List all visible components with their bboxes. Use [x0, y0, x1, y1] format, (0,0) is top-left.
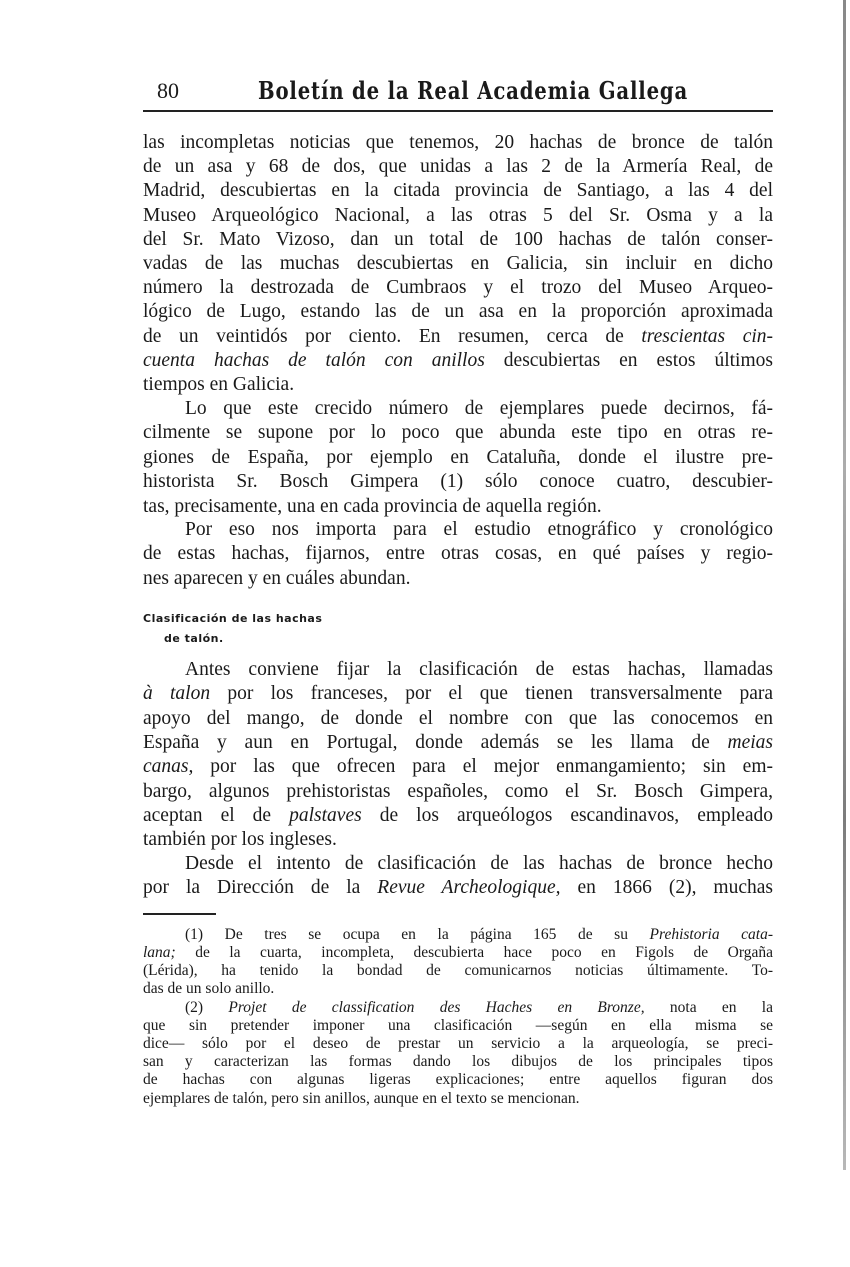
footnote-line — [143, 980, 773, 998]
paragraph-line — [143, 876, 773, 900]
italic-text: Projet de classification des Haches en Bronze, — [228, 999, 645, 1016]
text-run: Por eso nos importa para el estudio etnográfico y cronológico — [185, 519, 773, 540]
italic-text: trescientas cin- — [641, 325, 774, 347]
text-run: de los arqueólogos escandinavos, empleado — [361, 804, 773, 826]
text-run: lógico de Lugo, estando las de un asa en la proporción aproximada — [143, 301, 773, 323]
text-run: (2) — [185, 999, 229, 1016]
paragraph-line — [185, 852, 773, 876]
text-run: de un veintidós por ciento. En resumen, cerca de — [143, 325, 642, 347]
side-heading-line-2: de talón. — [164, 632, 224, 645]
footnote-line — [143, 1035, 773, 1053]
text-run: tas, precisamente, una en cada provincia de aquella región. — [143, 495, 602, 517]
text-run: Desde el intento de clasificación de las hachas de bronce hecho — [185, 853, 773, 874]
paragraph-line — [143, 276, 773, 300]
footnote-line — [143, 1053, 773, 1071]
paragraph-line — [185, 658, 773, 682]
italic-text: canas, — [143, 756, 194, 778]
paragraph-line — [143, 349, 773, 373]
text-run: del Sr. Mato Vizoso, dan un total de 100 hachas de talón conser- — [143, 228, 773, 250]
paragraph-line — [143, 682, 773, 706]
paragraph-line — [143, 446, 773, 470]
text-run: vadas de las muchas descubiertas en Galicia, sin incluir en dicho — [143, 253, 773, 274]
text-run: también por los ingleses. — [143, 829, 337, 851]
paragraph-line — [143, 780, 773, 804]
text-run: Lo que este crecido número de ejemplares puede decirnos, fá- — [185, 398, 773, 419]
paragraph-line — [143, 179, 773, 203]
text-run: dice— sólo por el deseo de prestar un servicio a la arqueología, se preci- — [143, 1035, 773, 1053]
paragraph-line — [143, 228, 773, 252]
text-run: nes aparecen y en cuáles abundan. — [143, 567, 411, 589]
paragraph-line — [143, 325, 773, 349]
paragraph-line — [143, 828, 773, 852]
text-run: descubiertas en estos últimos — [484, 349, 773, 371]
italic-text: palstaves — [289, 804, 362, 826]
italic-text: Prehistoria cata- — [649, 926, 773, 943]
text-run: las incompletas noticias que tenemos, 20 hachas de bronce de talón — [143, 132, 773, 153]
header-rule — [143, 110, 773, 112]
text-run: cilmente se supone por lo poco que abunda este tipo en otras re- — [143, 422, 773, 444]
text-run: bargo, algunos prehistoristas españoles, como el Sr. Bosch Gimpera, — [143, 780, 773, 802]
text-run: de hachas con algunas ligeras explicaciones; entre aquellos figuran dos — [143, 1071, 773, 1089]
text-run: nota en la — [644, 999, 773, 1016]
text-run: número la destrozada de Cumbraos y el trozo del Museo Arqueo- — [143, 277, 773, 299]
italic-text: Revue Archeologique, — [377, 877, 561, 899]
footnote-line — [143, 1071, 773, 1089]
text-run: (Lérida), ha tenido la bondad de comunicarnos noticias últimamente. To- — [143, 962, 773, 980]
paragraph-line — [143, 252, 773, 276]
text-run: das de un solo anillo. — [143, 980, 275, 998]
paragraph-line — [143, 495, 773, 519]
footnote-line — [185, 926, 773, 944]
footnote-rule — [143, 913, 216, 915]
text-run: de un asa y 68 de dos, que unidas a las 2 de la Armería Real, de — [143, 156, 773, 178]
text-run: por los franceses, por el que tienen transversalmente para — [210, 683, 773, 705]
text-run: por las que ofrecen para el mejor enmangamiento; sin em- — [193, 756, 773, 778]
italic-text: à talon — [143, 683, 211, 705]
text-run: ejemplares de talón, pero sin anillos, aunque en el texto se mencionan. — [143, 1089, 580, 1107]
paragraph-line — [143, 707, 773, 731]
paragraph-line — [143, 131, 773, 155]
italic-text: cuenta hachas de talón con anillos — [143, 349, 485, 371]
paragraph-line — [143, 755, 773, 779]
text-run: giones de España, por ejemplo en Cataluña, donde el ilustre pre- — [143, 446, 773, 468]
text-run: por la Dirección de la — [143, 877, 378, 899]
side-heading-line-1: Clasificación de las hachas — [143, 612, 323, 625]
text-run: tiempos en Galicia. — [143, 374, 295, 395]
paragraph-line — [143, 300, 773, 324]
page-number: 80 — [157, 78, 179, 103]
text-run: Madrid, descubiertas en la citada provincia de Santiago, a las 4 del — [143, 180, 773, 202]
text-run: Museo Arqueológico Nacional, a las otras 5 del Sr. Osma y a la — [143, 204, 773, 226]
footnote-line — [185, 999, 773, 1017]
footnote-line — [143, 944, 773, 962]
text-run: aceptan el de — [143, 804, 290, 826]
paragraph-line — [143, 421, 773, 445]
text-run: en 1866 (2), muchas — [560, 877, 773, 899]
text-run: España y aun en Portugal, donde además se les llama de — [143, 731, 728, 753]
italic-text: meias — [727, 731, 773, 753]
italic-text: lana; — [143, 944, 176, 962]
text-run: de la cuarta, incompleta, descubierta hace poco en Figols de Orgaña — [175, 944, 773, 962]
text-run: de estas hachas, fijarnos, entre otras cosas, en qué países y regio- — [143, 543, 773, 565]
footnote-line — [143, 1090, 773, 1108]
paragraph-line — [143, 204, 773, 228]
scan-edge — [843, 0, 846, 1170]
paragraph-line — [143, 567, 773, 591]
text-run: historista Sr. Bosch Gimpera (1) sólo conoce cuatro, descubier- — [143, 471, 773, 493]
paragraph-line — [143, 470, 773, 494]
footnote-line — [143, 1017, 773, 1035]
paragraph-line — [185, 397, 773, 421]
paragraph-line — [143, 155, 773, 179]
text-run: san y caracterizan las formas dando los dibujos de los principales tipos — [143, 1053, 773, 1071]
running-title: Boletín de la Real Academia Gallega — [258, 76, 689, 105]
paragraph-line — [143, 731, 773, 755]
text-run: apoyo del mango, de donde el nombre con que las conocemos en — [143, 707, 773, 729]
text-run: Antes conviene fijar la clasificación de estas hachas, llamadas — [185, 659, 773, 680]
text-run: que sin pretender imponer una clasificación —según en ella misma se — [143, 1017, 773, 1035]
paragraph-line — [143, 804, 773, 828]
paragraph-line — [143, 542, 773, 566]
footnote-line — [143, 962, 773, 980]
paragraph-line — [143, 373, 773, 397]
paragraph-line — [185, 518, 773, 542]
text-run: (1) De tres se ocupa en la página 165 de su — [185, 926, 650, 943]
